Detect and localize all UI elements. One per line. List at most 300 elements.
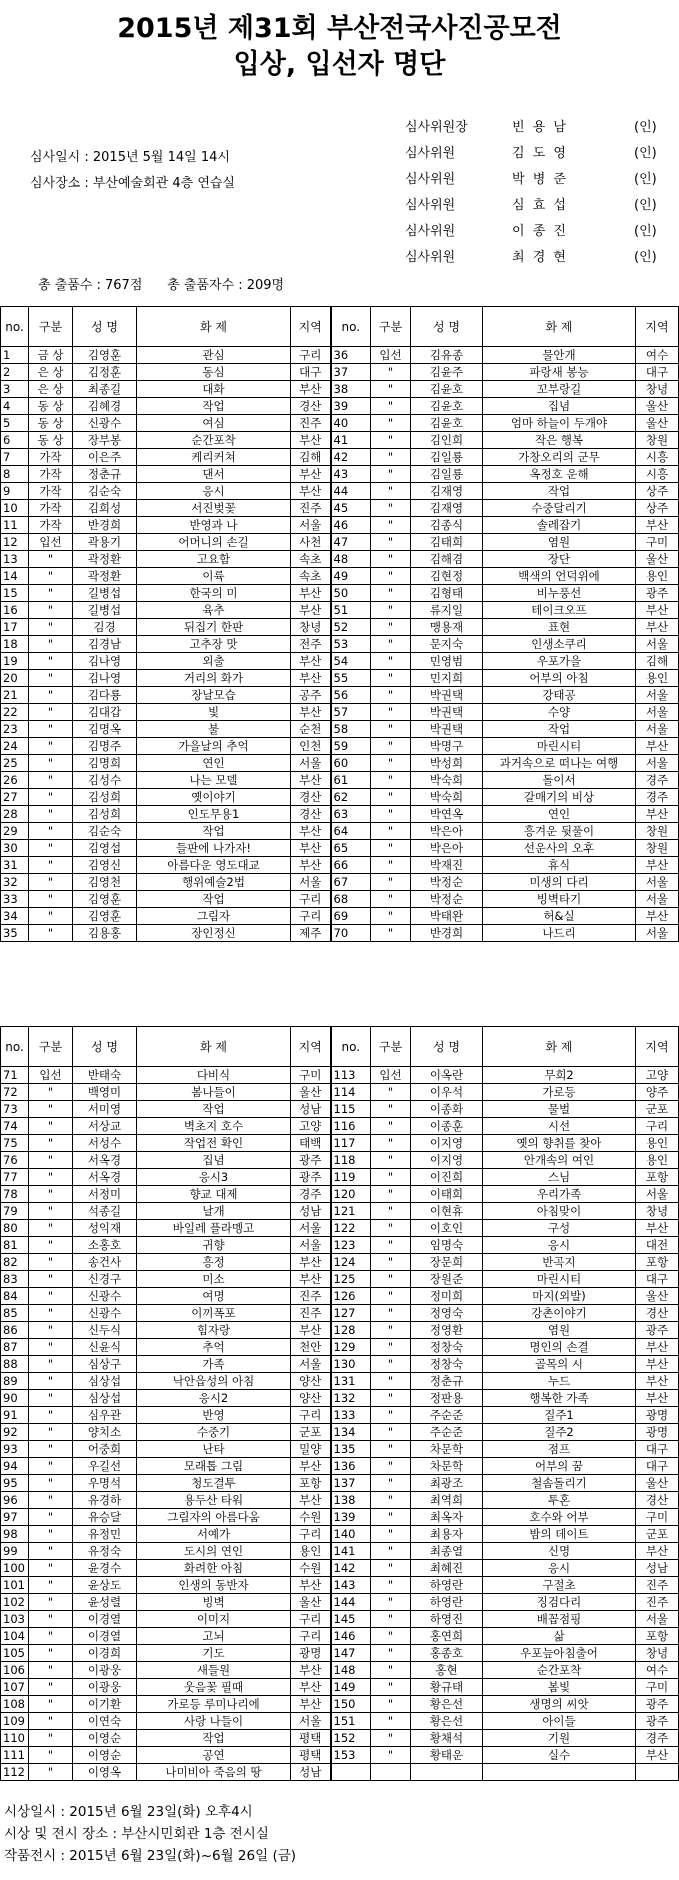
cell-name: 이진희 <box>411 1169 483 1186</box>
page-subtitle: 입상, 입선자 명단 <box>233 49 446 80</box>
cell-name: 양치소 <box>73 1424 137 1441</box>
cell-region: 부산 <box>636 857 679 874</box>
cell-no: 99 <box>1 1543 29 1560</box>
cell-grade: " <box>29 602 73 619</box>
cell-name: 김재영 <box>411 500 483 517</box>
cell-region: 김해 <box>291 449 331 466</box>
cell-name: 민지희 <box>411 670 483 687</box>
cell-grade: " <box>29 1560 73 1577</box>
cell-name: 김다룡 <box>73 687 137 704</box>
cell-no: 11 <box>1 517 29 534</box>
cell-grade: " <box>371 500 411 517</box>
cell-region: 부산 <box>636 619 679 636</box>
cell-title: 질주2 <box>483 1424 636 1441</box>
cell-no: 110 <box>1 1730 29 1747</box>
cell-name: 박연옥 <box>411 806 483 823</box>
cell-no: 48 <box>331 551 371 568</box>
cell-name: 어중희 <box>73 1441 137 1458</box>
cell-grade: " <box>29 738 73 755</box>
cell-name: 황규태 <box>411 1679 483 1696</box>
cell-no: 57 <box>331 704 371 721</box>
cell-grade: " <box>371 398 411 415</box>
cell-no: 126 <box>331 1288 371 1305</box>
cell-region: 광주 <box>636 1696 679 1713</box>
cell-no: 152 <box>331 1730 371 1747</box>
cell-region: 광주 <box>636 1713 679 1730</box>
cell-grade: " <box>371 891 411 908</box>
cell-title: 빛 <box>137 704 291 721</box>
cell-name: 신두식 <box>73 1322 137 1339</box>
cell-region: 용인 <box>636 670 679 687</box>
cell-name: 심상섭 <box>73 1390 137 1407</box>
cell-region: 대구 <box>636 364 679 381</box>
cell-name: 황채석 <box>411 1730 483 1747</box>
cell-grade: " <box>371 1696 411 1713</box>
cell-grade: " <box>29 551 73 568</box>
judge-row <box>405 246 675 272</box>
cell-no: 50 <box>331 585 371 602</box>
cell-region: 서울 <box>291 517 331 534</box>
cell-name: 이영옥 <box>73 1764 137 1781</box>
cell-region: 천안 <box>291 1339 331 1356</box>
cell-title: 난타 <box>137 1441 291 1458</box>
cell-no: 17 <box>1 619 29 636</box>
judge-seal: (인) <box>634 146 657 161</box>
cell-grade: 금 상 <box>29 347 73 364</box>
cell-name: 신윤식 <box>73 1339 137 1356</box>
cell-no: 95 <box>1 1475 29 1492</box>
cell-region: 진주 <box>636 1594 679 1611</box>
cell-grade: 동 상 <box>29 432 73 449</box>
cell-grade: " <box>29 1339 73 1356</box>
empty-cell <box>483 1764 636 1781</box>
cell-no: 149 <box>331 1679 371 1696</box>
cell-region: 진주 <box>291 1305 331 1322</box>
cell-title: 가창오리의 군무 <box>483 449 636 466</box>
cell-title: 고요함 <box>137 551 291 568</box>
cell-region: 부산 <box>291 1696 331 1713</box>
cell-no: 135 <box>331 1441 371 1458</box>
cell-title: 웃음꽃 필때 <box>137 1679 291 1696</box>
cell-no: 70 <box>331 925 371 942</box>
cell-region: 경산 <box>291 398 331 415</box>
cell-title: 빙벽타기 <box>483 891 636 908</box>
cell-name: 박재진 <box>411 857 483 874</box>
cell-name: 이광웅 <box>73 1662 137 1679</box>
cell-grade: " <box>371 1628 411 1645</box>
cell-title: 물안개 <box>483 347 636 364</box>
cell-title: 대화 <box>137 381 291 398</box>
cell-title: 이미지 <box>137 1611 291 1628</box>
header-no: no. <box>1 307 29 347</box>
cell-title: 우포가을 <box>483 653 636 670</box>
cell-title: 가로등 루미나리에 <box>137 1696 291 1713</box>
cell-title: 가을날의 추억 <box>137 738 291 755</box>
cell-no: 102 <box>1 1594 29 1611</box>
results-table-1 <box>0 306 679 942</box>
judging-date: 심사일시 : 2015년 5월 14일 14시 <box>30 150 230 165</box>
cell-grade: " <box>29 1628 73 1645</box>
cell-grade: 은 상 <box>29 364 73 381</box>
cell-grade: " <box>29 1526 73 1543</box>
cell-title: 누드 <box>483 1373 636 1390</box>
judge-role: 심사위원 <box>405 172 456 187</box>
cell-grade: " <box>371 653 411 670</box>
cell-no: 68 <box>331 891 371 908</box>
table-row <box>1 755 679 772</box>
cell-grade: " <box>371 1084 411 1101</box>
cell-region: 광주 <box>636 1322 679 1339</box>
cell-no: 114 <box>331 1084 371 1101</box>
cell-region: 서울 <box>636 1611 679 1628</box>
cell-no: 18 <box>1 636 29 653</box>
cell-grade: 입선 <box>29 1067 73 1084</box>
cell-title: 집념 <box>483 398 636 415</box>
cell-name: 박성희 <box>411 755 483 772</box>
table-row <box>1 1560 679 1577</box>
table-row <box>1 1628 679 1645</box>
cell-name: 반경희 <box>73 517 137 534</box>
cell-name: 정미희 <box>411 1288 483 1305</box>
table-row <box>1 1118 679 1135</box>
cell-name: 윤성렬 <box>73 1594 137 1611</box>
cell-no: 132 <box>331 1390 371 1407</box>
cell-grade: " <box>29 755 73 772</box>
cell-region: 상주 <box>636 500 679 517</box>
cell-no: 143 <box>331 1577 371 1594</box>
cell-region: 용인 <box>636 1152 679 1169</box>
cell-grade: " <box>371 1339 411 1356</box>
cell-title: 여명 <box>137 1288 291 1305</box>
header-no: no. <box>331 1027 371 1067</box>
cell-name: 서성수 <box>73 1135 137 1152</box>
cell-name: 김순숙 <box>73 823 137 840</box>
cell-no: 1 <box>1 347 29 364</box>
cell-region: 고양 <box>291 1118 331 1135</box>
table-row <box>1 364 679 381</box>
cell-no: 33 <box>1 891 29 908</box>
cell-grade: 가작 <box>29 449 73 466</box>
cell-no: 31 <box>1 857 29 874</box>
cell-name: 최용자 <box>411 1526 483 1543</box>
cell-region: 부산 <box>291 857 331 874</box>
cell-grade: " <box>371 619 411 636</box>
cell-grade: " <box>371 1526 411 1543</box>
cell-grade: " <box>371 1662 411 1679</box>
cell-title: 나드리 <box>483 925 636 942</box>
cell-grade: " <box>29 1458 73 1475</box>
table-row <box>1 1203 679 1220</box>
cell-no: 38 <box>331 381 371 398</box>
cell-title: 빙벽 <box>137 1594 291 1611</box>
cell-name: 황태운 <box>411 1747 483 1764</box>
cell-region: 부산 <box>636 806 679 823</box>
cell-region: 포항 <box>636 1628 679 1645</box>
cell-title: 마린시티 <box>483 1271 636 1288</box>
table-row <box>1 1475 679 1492</box>
cell-region: 서울 <box>291 1237 331 1254</box>
cell-name: 김형태 <box>411 585 483 602</box>
cell-grade: " <box>371 1407 411 1424</box>
cell-no: 3 <box>1 381 29 398</box>
cell-name: 하영란 <box>411 1577 483 1594</box>
cell-name: 김윤호 <box>411 415 483 432</box>
judge-role: 심사위원 <box>405 224 456 239</box>
cell-region: 부산 <box>291 1492 331 1509</box>
cell-title: 신명 <box>483 1543 636 1560</box>
cell-title: 인생의 동반자 <box>137 1577 291 1594</box>
cell-region: 부산 <box>291 466 331 483</box>
cell-region: 상주 <box>636 483 679 500</box>
table-row <box>1 619 679 636</box>
cell-name: 김나영 <box>73 653 137 670</box>
cell-name: 윤경수 <box>73 1560 137 1577</box>
cell-title: 작업 <box>483 721 636 738</box>
cell-name: 장문희 <box>411 1254 483 1271</box>
table-row <box>1 1152 679 1169</box>
cell-region: 여수 <box>636 347 679 364</box>
cell-region: 성남 <box>291 1764 331 1781</box>
cell-region: 평택 <box>291 1730 331 1747</box>
cell-region: 서울 <box>291 874 331 891</box>
table-row <box>1 568 679 585</box>
header-name: 성 명 <box>73 307 137 347</box>
table-row <box>1 823 679 840</box>
cell-grade: " <box>371 1475 411 1492</box>
cell-grade: " <box>371 1441 411 1458</box>
cell-grade: " <box>371 1135 411 1152</box>
cell-no: 54 <box>331 653 371 670</box>
cell-no: 75 <box>1 1135 29 1152</box>
cell-region: 구리 <box>291 1407 331 1424</box>
cell-region: 경주 <box>636 789 679 806</box>
cell-title: 순간포착 <box>483 1662 636 1679</box>
cell-no: 58 <box>331 721 371 738</box>
cell-name: 이경열 <box>73 1611 137 1628</box>
cell-region: 부산 <box>636 738 679 755</box>
page-title: 2015년 제31회 부산전국사진공모전 <box>117 13 562 44</box>
judge-seal: (인) <box>634 120 657 135</box>
cell-region: 광명 <box>636 1424 679 1441</box>
table-row <box>1 1220 679 1237</box>
cell-title: 공연 <box>137 1747 291 1764</box>
cell-name: 서옥경 <box>73 1152 137 1169</box>
cell-title: 외출 <box>137 653 291 670</box>
cell-name: 김영훈 <box>73 891 137 908</box>
cell-name: 김명옥 <box>73 721 137 738</box>
cell-no: 45 <box>331 500 371 517</box>
cell-name: 송건사 <box>73 1254 137 1271</box>
cell-grade: " <box>29 568 73 585</box>
cell-name: 서정미 <box>73 1186 137 1203</box>
cell-no: 69 <box>331 908 371 925</box>
cell-no: 25 <box>1 755 29 772</box>
judge-row <box>405 142 675 168</box>
table-row <box>1 432 679 449</box>
cell-title: 강태공 <box>483 687 636 704</box>
cell-no: 66 <box>331 857 371 874</box>
cell-title: 육추 <box>137 602 291 619</box>
header-grade: 구분 <box>371 1027 411 1067</box>
cell-title: 가족 <box>137 1356 291 1373</box>
cell-name: 최종길 <box>73 381 137 398</box>
cell-grade: " <box>371 483 411 500</box>
cell-no: 85 <box>1 1305 29 1322</box>
cell-name: 김종식 <box>411 517 483 534</box>
cell-region: 부산 <box>291 704 331 721</box>
cell-region: 서울 <box>636 755 679 772</box>
cell-name: 홍연희 <box>411 1628 483 1645</box>
cell-no: 8 <box>1 466 29 483</box>
table-row <box>1 1390 679 1407</box>
cell-region: 광주 <box>291 1169 331 1186</box>
cell-no: 34 <box>1 908 29 925</box>
cell-grade: " <box>29 1577 73 1594</box>
cell-title: 케리커쳐 <box>137 449 291 466</box>
cell-title: 옛이야기 <box>137 789 291 806</box>
table-row <box>1 1662 679 1679</box>
cell-grade: " <box>371 1220 411 1237</box>
cell-name: 곽정환 <box>73 568 137 585</box>
cell-name: 유정숙 <box>73 1543 137 1560</box>
cell-grade: " <box>29 704 73 721</box>
cell-region: 서울 <box>636 1186 679 1203</box>
table-row <box>1 347 679 364</box>
cell-title: 집념 <box>137 1152 291 1169</box>
cell-no: 61 <box>331 772 371 789</box>
cell-title: 스님 <box>483 1169 636 1186</box>
cell-region: 울산 <box>636 398 679 415</box>
cell-name: 김순숙 <box>73 483 137 500</box>
cell-title: 비누풍선 <box>483 585 636 602</box>
cell-name: 윤상도 <box>73 1577 137 1594</box>
table-row <box>1 1186 679 1203</box>
cell-name: 김영훈 <box>73 347 137 364</box>
cell-title: 향교 대제 <box>137 1186 291 1203</box>
cell-region: 울산 <box>291 1594 331 1611</box>
cell-title: 아름다운 영도대교 <box>137 857 291 874</box>
cell-no: 90 <box>1 1390 29 1407</box>
cell-name: 곽용기 <box>73 534 137 551</box>
cell-title: 흥정 <box>137 1254 291 1271</box>
cell-region: 순천 <box>291 721 331 738</box>
table-row <box>1 1254 679 1271</box>
cell-name: 박태완 <box>411 908 483 925</box>
cell-no: 29 <box>1 823 29 840</box>
cell-title: 마지(외발) <box>483 1288 636 1305</box>
cell-title: 물벌 <box>483 1101 636 1118</box>
cell-name: 이은주 <box>73 449 137 466</box>
cell-title: 나미비아 죽음의 땅 <box>137 1764 291 1781</box>
table-row <box>1 1373 679 1390</box>
cell-name: 김경남 <box>73 636 137 653</box>
cell-no: 40 <box>331 415 371 432</box>
cell-no: 144 <box>331 1594 371 1611</box>
cell-title: 청도결투 <box>137 1475 291 1492</box>
cell-title: 작업전 확인 <box>137 1135 291 1152</box>
cell-no: 78 <box>1 1186 29 1203</box>
cell-no: 47 <box>331 534 371 551</box>
cell-title: 기원 <box>483 1730 636 1747</box>
cell-no: 73 <box>1 1101 29 1118</box>
header-title: 화 제 <box>137 1027 291 1067</box>
cell-grade: " <box>371 1186 411 1203</box>
cell-region: 창녕 <box>636 1203 679 1220</box>
cell-name: 박권택 <box>411 721 483 738</box>
header-no: no. <box>1 1027 29 1067</box>
cell-no: 63 <box>331 806 371 823</box>
cell-title: 기도 <box>137 1645 291 1662</box>
cell-region: 속초 <box>291 568 331 585</box>
table-row <box>1 908 679 925</box>
cell-grade: " <box>29 1475 73 1492</box>
table-row <box>1 789 679 806</box>
cell-no: 28 <box>1 806 29 823</box>
header-no: no. <box>331 307 371 347</box>
cell-region: 서울 <box>291 1713 331 1730</box>
cell-no: 88 <box>1 1356 29 1373</box>
cell-grade: " <box>371 1169 411 1186</box>
cell-grade: " <box>371 1747 411 1764</box>
cell-title: 이륙 <box>137 568 291 585</box>
cell-region: 부산 <box>291 670 331 687</box>
cell-grade: " <box>29 653 73 670</box>
cell-title: 선운사의 오후 <box>483 840 636 857</box>
cell-region: 수원 <box>291 1509 331 1526</box>
cell-no: 52 <box>331 619 371 636</box>
cell-grade: " <box>371 908 411 925</box>
cell-name: 김나영 <box>73 670 137 687</box>
cell-grade: " <box>371 466 411 483</box>
cell-grade: " <box>29 772 73 789</box>
cell-region: 부산 <box>291 602 331 619</box>
cell-grade: " <box>371 415 411 432</box>
cell-name: 반태숙 <box>73 1067 137 1084</box>
cell-title: 밤의 데이트 <box>483 1526 636 1543</box>
table-row <box>1 1713 679 1730</box>
judge-role: 심사위원 <box>405 146 456 161</box>
cell-name: 이경열 <box>73 1628 137 1645</box>
cell-grade: " <box>29 721 73 738</box>
cell-no: 127 <box>331 1305 371 1322</box>
cell-no: 91 <box>1 1407 29 1424</box>
cell-title: 행위예술2법 <box>137 874 291 891</box>
cell-title: 벽초지 호수 <box>137 1118 291 1135</box>
judge-row <box>405 194 675 220</box>
table-row <box>1 874 679 891</box>
cell-region: 부산 <box>291 1662 331 1679</box>
cell-grade: " <box>371 704 411 721</box>
cell-no: 44 <box>331 483 371 500</box>
cell-grade: " <box>29 1084 73 1101</box>
cell-title: 배꼽점핑 <box>483 1611 636 1628</box>
cell-grade: " <box>371 1152 411 1169</box>
cell-name: 홍종호 <box>411 1645 483 1662</box>
cell-name: 문지숙 <box>411 636 483 653</box>
cell-title: 거리의 화가 <box>137 670 291 687</box>
cell-title: 질주1 <box>483 1407 636 1424</box>
cell-region: 구리 <box>636 1118 679 1135</box>
cell-name: 서미영 <box>73 1101 137 1118</box>
judge-name: 심 효 섭 <box>512 198 568 213</box>
cell-grade: " <box>29 619 73 636</box>
cell-grade: " <box>371 1543 411 1560</box>
cell-grade: " <box>29 1254 73 1271</box>
cell-name: 길병섭 <box>73 585 137 602</box>
cell-no: 134 <box>331 1424 371 1441</box>
cell-title: 테이크오프 <box>483 602 636 619</box>
cell-no: 35 <box>1 925 29 942</box>
